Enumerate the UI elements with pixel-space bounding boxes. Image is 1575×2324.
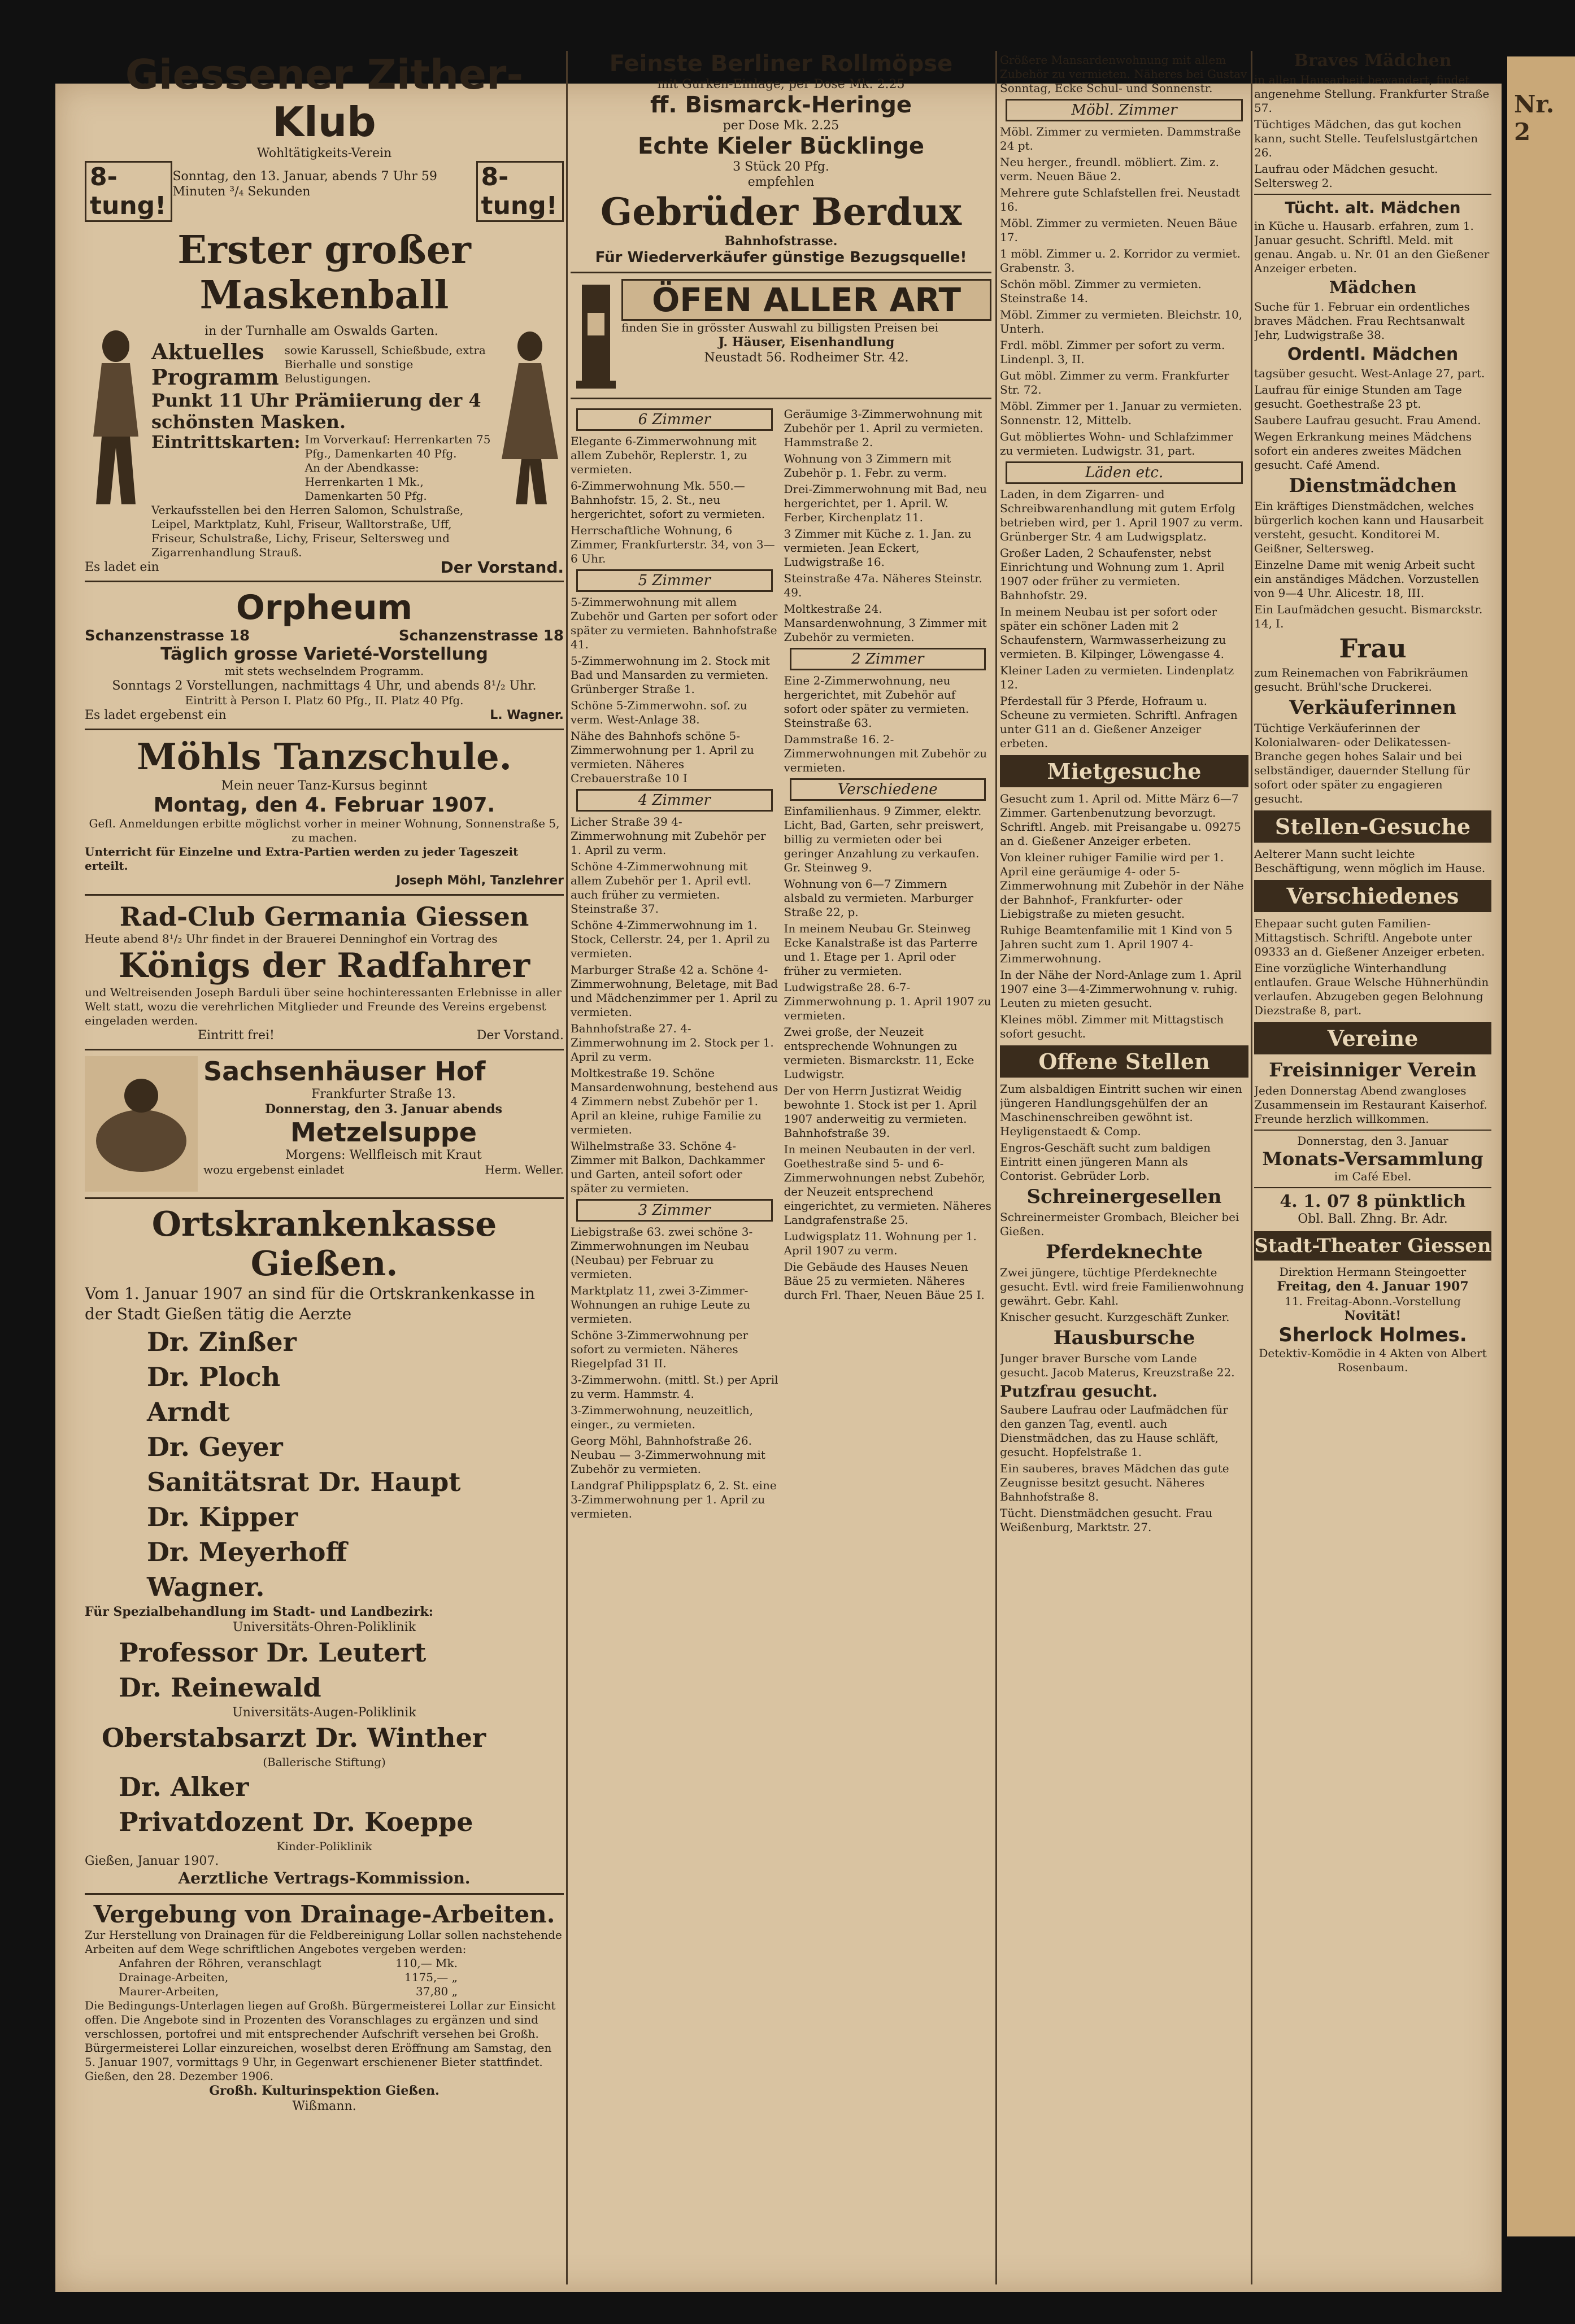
classified-ad: Dammstraße 16. 2-Zimmerwohnungen mit Zubehör zu vermieten. [784,732,987,774]
classified-ad: Jeden Donnerstag Abend zwangloses Zusammensein im Restaurant Kaiserhof. Freunde herzlich willkommen. [1254,1084,1487,1126]
classified-ad: Zum alsbaldigen Eintritt suchen wir einen jüngeren Handlungsgehülfen der an Maschinenschreiben gewöhnt ist. Heyligenstaedt & Comp. [1000,1082,1242,1138]
section-header-5-zimmer: 5 Zimmer [576,569,773,592]
orpheum-signed: L. Wagner. [490,708,564,722]
berdux-street: Bahnhofstrasse. [724,234,838,248]
classified-ad: Laufrau für einige Stunden am Tage gesucht. Goethestraße 23 pt. [1254,383,1462,411]
theater-director: Direktion Hermann Steingoetter [1279,1265,1467,1279]
classified-ad: Kleines möbl. Zimmer mit Mittagstisch sofort gesucht. [1000,1013,1224,1040]
moehl-date: Montag, den 4. Februar 1907. [153,793,495,817]
sachsen-ad [85,1056,564,1192]
orpheum-addr-left: Schanzenstrasse 18 [85,627,250,644]
classified-ad: Kleiner Laden zu vermieten. Lindenplatz 12. [1000,664,1234,691]
classified-ad: Geräumige 3-Zimmerwohnung mit Zubehör per 1. April zu vermieten. Hammstraße 2. [784,407,984,449]
orts-intro: Vom 1. Januar 1907 an sind für die Ortskrankenkasse in der Stadt Gießen tätig die Aerzte [85,1284,536,1323]
drainage-item: Anfahren der Röhren, veranschlagt 110,— Mk. [119,1956,458,1970]
orpheum-invite: Es ladet ergebenst ein [85,708,227,722]
classified-ad: Möbl. Zimmer per 1. Januar zu vermieten. Sonnenstr. 12, Mittelb. [1000,399,1242,427]
doctor-alker: Dr. Alker [119,1772,249,1802]
sachsen-title: Sachsenhäuser Hof [203,1056,486,1087]
classified-ad: Moltkestraße 24. Mansardenwohnung, 3 Zimmer mit Zubehör zu vermieten. [784,602,987,644]
doctor-name: Dr. Ploch [147,1362,281,1392]
berdux-ad [571,51,991,266]
sachsen-line2: Morgens: Wellfleisch mit Kraut [285,1148,482,1162]
classified-ad: Einzelne Dame mit wenig Arbeit sucht ein anständiges Mädchen. Vorzustellen von 9—4 Uhr. Alicestr. 18, III. [1254,558,1479,600]
frau-heading: Frau [1339,633,1407,664]
classified-ad: Größere Mansardenwohnung mit allem Zubehör zu vermieten. Näheres bei Gustav Sonntag, Ecke Schul- und Sonnenstr. [1000,53,1247,95]
ofen-ad [571,279,991,392]
theater-title: Stadt-Theater Giessen [1254,1231,1491,1261]
section-header-offene-stellen: Offene Stellen [1000,1045,1248,1078]
dancing-woman-icon [496,324,564,510]
doctor-name: Dr. Zinßer [147,1327,297,1357]
moehl-title: Möhls Tanzschule. [137,736,512,778]
classified-ad: Der von Herrn Justizrat Weidig bewohnte 1. Stock ist per 1. April 1907 anderweitig zu vermieten. Bahnhofstraße 39. [784,1084,977,1140]
doctor-list [85,1324,564,1604]
rollmops-line7: empfehlen [747,175,815,189]
classified-ad: Licher Straße 39 4-Zimmerwohnung mit Zubehör per 1. April zu verm. [571,815,766,857]
doctor-name: Dr. Kipper [147,1502,298,1532]
radclub-ad [85,901,564,1043]
harlequin-figure-icon [85,324,147,510]
schreiner-heading: Schreinergesellen [1026,1185,1222,1208]
zither-ad [85,51,564,575]
column-2 [571,51,991,2284]
doctor-reinewald: Dr. Reinewald [119,1672,321,1703]
classified-ad: Gut möbliertes Wohn- und Schlafzimmer zu vermieten. Ludwigstr. 31, part. [1000,430,1233,457]
classified-ad: Die Gebäude des Hauses Neuen Bäue 25 zu vermieten. Näheres durch Frl. Thaer, Neuen Bäue 25 I. [784,1260,985,1302]
rollmops-line3: ff. Bismarck-Heringe [650,92,912,118]
zither-sellers: Verkaufsstellen bei den Herren Salomon, Schulstraße, Leipel, Marktplatz, Kuhl, Friseur, Walltorstraße, Uff, Friseur, Schulstraße, Lichy, Friseur, Seltersweg und Zigarrenhandlung Strauß. [151,503,464,559]
classified-ad: Großer Laden, 2 Schaufenster, nebst Einrichtung und Wohnung zum 1. April 1907 oder früher zu vermieten. Bahnhofstr. 29. [1000,546,1225,602]
column-3 [1000,51,1248,2284]
rollmops-line5: Echte Kieler Bücklinge [638,133,924,159]
theater-date: Freitag, den 4. Januar 1907 [1277,1279,1469,1294]
theater-novitaet: Novität! [1344,1309,1402,1323]
radclub-king: Königs der Radfahrer [118,946,530,986]
section-header-moebl-zimmer: Möbl. Zimmer [1006,99,1243,121]
classified-ad: Laufrau oder Mädchen gesucht. Seltersweg 2. [1254,162,1438,190]
classified-ad: Saubere Laufrau gesucht. Frau Amend. [1254,413,1481,427]
monat-place: im Café Ebel. [1334,1170,1412,1183]
classified-ad: Tücht. Dienstmädchen gesucht. Frau Weißenburg, Marktstr. 27. [1000,1506,1213,1534]
orpheum-title: Orpheum [236,588,413,627]
section-header-4-zimmer: 4 Zimmer [576,789,773,812]
theater-play-title: Sherlock Holmes. [1278,1324,1467,1346]
orpheum-line3: Sonntags 2 Vorstellungen, nachmittags 4 Uhr, und abends 8¹/₂ Uhr. [112,679,537,693]
classified-ad: Suche für 1. Februar ein ordentliches braves Mädchen. Frau Rechtsanwalt Jehr, Ludwigstraße 38. [1254,300,1470,342]
classified-ad: Saubere Laufrau oder Laufmädchen für den ganzen Tag, eventl. auch Dienstmädchen, das zu Hause schläft, gesucht. Hopfelstraße 1. [1000,1403,1228,1459]
classified-ad: Landgraf Philippsplatz 6, 2. St. eine 3-Zimmerwohnung per 1. April zu vermieten. [571,1479,777,1520]
classified-ad: Möbl. Zimmer zu vermieten. Bleichstr. 10, Unterh. [1000,308,1243,335]
sachsen-addr: Frankfurter Straße 13. [311,1087,456,1101]
classified-ad: in Küche u. Hausarb. erfahren, zum 1. Januar gesucht. Schriftl. Meld. mit genau. Angab. u. Nr. 01 an den Gießener Anzeiger erbeten. [1254,219,1490,275]
sachsen-line1: Donnerstag, den 3. Januar abends [264,1102,503,1117]
classified-ad: Bahnhofstraße 27. 4-Zimmerwohnung im 2. Stock per 1. April zu verm. [571,1022,774,1063]
adjacent-page-edge [1507,56,1575,2236]
rollmops-line6: 3 Stück 20 Pfg. [733,160,829,174]
classified-ad: Ludwigstraße 28. 6-7-Zimmerwohnung p. 1. April 1907 zu vermieten. [784,980,991,1022]
classified-ad: Möbl. Zimmer zu vermieten. Dammstraße 24 pt. [1000,125,1241,152]
radclub-line1: Heute abend 8¹/₂ Uhr findet in der Brauerei Denninghof ein Vortrag des [85,932,498,945]
classified-ad: Eine 2-Zimmerwohnung, neu hergerichtet, mit Zubehör auf sofort oder später zu vermieten. Steinstraße 63. [784,674,969,730]
orts-title: Ortskrankenkasse Gießen. [151,1205,497,1284]
classified-ad: Zwei große, der Neuzeit entsprechende Wohnungen zu vermieten. Bismarckstr. 11, Ecke Ludwigstr. [784,1025,974,1081]
classified-ad: Ehepaar sucht guten Familien-Mittagstisch. Schriftl. Angebote unter 09333 an d. Gießener Anzeiger erbeten. [1254,917,1485,958]
drainage-text2: Die Bedingungs-Unterlagen liegen auf Großh. Bürgermeisterei Lollar zur Einsicht offen. Die Angebote sind in Prozenten des Voranschlages zu ergänzen und sind verschlossen, portofrei und mit entsprechender Aufschrift versehen bei Großh. Bürgermeisterei Lollar einzureichen, woselbst deren Eröffnung am Samstag, den 5. Januar 1907, vormittags 9 Uhr, in Gegenwart erschienener Bieter stattfindet. [85,1999,556,2069]
classified-ad: 6-Zimmerwohnung Mk. 550.— Bahnhofstr. 15, 2. St., neu hergerichtet, sofort zu vermieten. [571,479,765,521]
doctor-winther: Oberstabsarzt Dr. Winther [102,1723,486,1753]
rollmops-line2: mit Gurken-Einlage, per Dose Mk. 2.25 [657,77,905,91]
rooms-column-a [571,405,778,1523]
classified-ad: Frdl. möbl. Zimmer per sofort zu verm. Lindenpl. 3, II. [1000,338,1225,366]
bund-line2: Obl. Ball. Zhng. Br. Adr. [1298,1212,1448,1226]
zither-title: Giessener Zither-Klub [125,51,524,146]
tickets-presale: Im Vorverkauf: Herrenkarten 75 Pfg., Damenkarten 40 Pfg. [304,433,491,460]
doctor-prof-leutert: Professor Dr. Leutert [119,1637,427,1668]
radclub-signed: Der Vorstand. [476,1028,564,1043]
classified-ad: tagsüber gesucht. West-Anlage 27, part. [1254,367,1485,380]
drainage-item: Maurer-Arbeiten, 37,80 „ [119,1985,458,1998]
classified-ad: Engros-Geschäft sucht zum baldigen Eintritt einen jüngeren Mann als Contorist. Gebrüder Lorb. [1000,1141,1211,1183]
classified-ad: Schreinermeister Grombach, Bleicher bei Gießen. [1000,1210,1239,1238]
mad2-heading: Mädchen [1329,278,1417,298]
moehl-signed: Joseph Möhl, Tanzlehrer [396,874,564,888]
drainage-date: Gießen, den 28. Dezember 1906. [85,2069,274,2083]
orts-clinic2: Universitäts-Augen-Poliklinik [232,1706,416,1720]
classified-ad: Nähe des Bahnhofs schöne 5-Zimmerwohnung per 1. April zu vermieten. Näheres Crebauerstraße 10 I [571,729,754,785]
drainage-item: Drainage-Arbeiten, 1175,— „ [119,1970,458,1984]
classified-ad: Ruhige Beamtenfamilie mit 1 Kind von 5 Jahren sucht zum 1. April 1907 4-Zimmerwohnung. [1000,923,1233,965]
zither-signed: Der Vorstand. [440,558,564,577]
classified-ad: 3-Zimmerwohn. (mittl. St.) per April zu verm. Hammstr. 4. [571,1373,778,1401]
moehl-line2: Gefl. Anmeldungen erbitte möglichst vorher in meiner Wohnung, Sonnenstraße 5, zu machen. [89,817,560,844]
sachsen-line3: wozu ergebenst einladet [203,1163,345,1176]
sachsen-soup: Metzelsuppe [290,1117,477,1148]
zither-program: Aktuelles Programm [151,339,279,390]
monat-date: Donnerstag, den 3. Januar [1297,1134,1448,1148]
classified-ad: Wegen Erkrankung meines Mädchens sofort ein anderes zweites Mädchen gesucht. Café Amend. [1254,430,1472,472]
classified-ad: 5-Zimmerwohnung mit allem Zubehör und Garten per sofort oder später zu vermieten. Bahnhofstraße 41. [571,595,778,651]
radclub-free: Eintritt frei! [198,1028,275,1043]
pig-illustration-icon [85,1056,198,1192]
section-header-verschiedenes: Verschiedenes [1254,880,1491,912]
classified-ad: Ludwigsplatz 11. Wohnung per 1. April 1907 zu verm. [784,1229,977,1257]
classified-ad: Schöne 3-Zimmerwohnung per sofort zu vermieten. Näheres Riegelpfad 31 II. [571,1328,749,1370]
zither-award: Punkt 11 Uhr Prämiierung der 4 schönsten Masken. [151,390,481,433]
orpheum-line1: Täglich grosse Varieté-Vorstellung [160,644,488,664]
rollmops-line1: Feinste Berliner Rollmöpse [609,51,953,77]
classified-ad: Möbl. Zimmer zu vermieten. Neuen Bäue 17. [1000,216,1238,244]
ofen-firm: J. Häuser, Eisenhandlung [718,335,895,350]
classified-ad: Liebigstraße 63. zwei schöne 3-Zimmerwohnungen im Neubau (Neubau) per Februar zu vermieten. [571,1225,753,1281]
tickets-label: Eintrittskarten: [151,433,301,452]
column-1 [85,51,564,2284]
achtung-right: 8-tung! [476,161,564,222]
classified-ad: In meinem Neubau ist per sofort oder später ein schöner Laden mit 2 Schaufenstern, Warmwasserheizung zu vermieten. B. Kilpinger, Löwengasse 4. [1000,605,1226,661]
zither-subtitle: Wohltätigkeits-Verein [256,146,392,160]
drainage-text: Zur Herstellung von Drainagen für die Feldbereinigung Lollar sollen nachstehende Arbeiten auf dem Wege schriftlichen Angebotes vergeben werden: [85,1928,562,1956]
sachsen-signed: Herm. Weller. [485,1163,564,1176]
classified-ad: Drei-Zimmerwohnung mit Bad, neu hergerichtet, per 1. April. W. Ferber, Kirchenplatz 11. [784,482,987,524]
classified-ad: Knischer gesucht. Kurzgeschäft Zunker. [1000,1310,1230,1324]
classified-ad: Steinstraße 47a. Näheres Steinstr. 49. [784,572,982,599]
section-header-6-zimmer: 6 Zimmer [576,408,773,431]
section-header-3-zimmer: 3 Zimmer [576,1199,773,1222]
hausbursche-heading: Hausbursche [1053,1327,1195,1349]
theater-line: 11. Freitag-Abonn.-Vorstellung [1285,1294,1461,1308]
classified-ad: 5-Zimmerwohnung im 2. Stock mit Bad und Mansarden zu vermieten. Grünberger Straße 1. [571,654,770,696]
classified-ad: In meinen Neubauten in der verl. Goethestraße sind 5- und 6-Zimmerwohnungen nebst Zubehör, der Neuzeit entsprechend eingerichtet, zu vermieten. Näheres Landgrafenstraße 25. [784,1143,991,1227]
orts-ad [85,1205,564,1887]
column-divider [1251,51,1252,2284]
zither-invite: Es ladet ein [85,560,159,574]
classified-ad: Ein sauberes, braves Mädchen das gute Zeugnisse besitzt gesucht. Näheres Bahnhofstraße 8. [1000,1462,1229,1503]
classified-ad: Tüchtiges Mädchen, das gut kochen kann, sucht Stelle. Teufelslustgärtchen 26. [1254,117,1478,159]
doctor-name: Dr. Meyerhoff [147,1537,347,1567]
column-divider [566,51,568,2284]
orts-clinic1: Universitäts-Ohren-Poliklinik [232,1620,416,1634]
classified-ad: Aelterer Mann sucht leichte Beschäftigung, wenn möglich im Hause. [1254,847,1486,875]
classified-ad: 3-Zimmerwohnung, neuzeitlich, einger., zu vermieten. [571,1403,753,1431]
drainage-ad [85,1900,564,2114]
classified-ad: Schöne 5-Zimmerwohn. sof. zu verm. West-Anlage 38. [571,699,747,726]
ofen-line1: finden Sie in grösster Auswahl zu billigsten Preisen bei [621,321,938,334]
classified-ad: Wohnung von 3 Zimmern mit Zubehör p. 1. Febr. zu verm. [784,452,951,479]
classified-ad: In der Nähe der Nord-Anlage zum 1. April 1907 eine 3—4-Zimmerwohnung v. ruhig. Leuten zu mieten gesucht. [1000,968,1242,1010]
zither-program-note: sowie Karussell, Schießbude, extra Bierhalle und sonstige Belustigungen. [284,343,486,385]
ofen-title: ÖFEN ALLER ART [621,279,991,321]
verk-heading: Verkäuferinnen [1289,696,1456,719]
rollmops-line4: per Dose Mk. 2.25 [723,119,839,133]
classified-ad: 3 Zimmer mit Küche z. 1. Jan. zu vermieten. Jean Eckert, Ludwigstraße 16. [784,527,972,569]
orpheum-addr-right: Schanzenstrasse 18 [398,627,564,644]
radclub-title: Rad-Club Germania Giessen [119,901,529,932]
radclub-line2: und Weltreisenden Joseph Barduli über seine hochinteressanten Erlebnisse in aller Welt statt, wozu die verehrlichen Mitglieder und Freunde des Vereins ergebenst eingeladen werden. [85,986,562,1027]
putzfrau-heading: Putzfrau gesucht. [1000,1382,1158,1401]
orts-stiftung: (Ballerische Stiftung) [263,1755,386,1769]
tickets-boxoffice: An der Abendkasse: Herrenkarten 1 Mk., Damenkarten 50 Pfg. [304,461,427,503]
orts-date: Gießen, Januar 1907. [85,1854,219,1868]
dienst1-heading: Tücht. alt. Mädchen [1285,198,1461,217]
classified-ad: Gut möbl. Zimmer zu verm. Frankfurter Str. 72. [1000,369,1229,396]
classified-ad: Marktplatz 11, zwei 3-Zimmer-Wohnungen an ruhige Leute zu vermieten. [571,1284,751,1325]
section-header-verschiedene: Verschiedene [790,778,986,801]
rooms-column-b [784,405,992,1523]
classified-ad: Junger braver Bursche vom Lande gesucht. Jacob Materus, Kreuzstraße 22. [1000,1351,1235,1379]
classified-ad: Schöne 4-Zimmerwohnung mit allem Zubehör per 1. April evtl. auch früher zu vermieten. Steinstraße 37. [571,860,752,915]
pferde-heading: Pferdeknechte [1046,1241,1203,1263]
orts-clinic3: Kinder-Poliklinik [276,1839,372,1853]
brav-heading: Braves Mädchen [1294,51,1452,71]
classified-ad: Schöne 4-Zimmerwohnung im 1. Stock, Cellerstr. 24, per 1. April zu vermieten. [571,918,771,960]
orpheum-line2: mit stets wechselndem Programm. [224,664,424,678]
doctor-name: Sanitätsrat Dr. Haupt [147,1467,461,1497]
section-header-mietgesuche: Mietgesuche [1000,755,1248,787]
column-4 [1254,51,1491,2284]
orts-signed: Aerztliche Vertrags-Kommission. [178,1869,471,1887]
doctor-name: Dr. Geyer [147,1432,283,1462]
classified-ad: Moltkestraße 19. Schöne Mansardenwohnung, bestehend aus 4 Zimmern nebst Zubehör per 1. April an kleine, ruhige Familie zu vermieten. [571,1066,778,1136]
orts-special: Für Spezialbehandlung im Stadt- und Landbezirk: [85,1604,433,1619]
classified-ad: Ein Laufmädchen gesucht. Bismarckstr. 14, I. [1254,603,1483,630]
classified-ad: Elegante 6-Zimmerwohnung mit allem Zubehör, Replerstr. 1, zu vermieten. [571,434,757,476]
section-header-vereine: Vereine [1254,1022,1491,1054]
classified-ad: Wilhelmstraße 33. Schöne 4-Zimmer mit Balkon, Dachkammer und Garten, anteil sofort oder später zu vermieten. [571,1139,765,1195]
doctor-name: Arndt [147,1397,230,1427]
classified-ad: Schön möbl. Zimmer zu vermieten. Steinstraße 14. [1000,277,1202,305]
zither-date: Sonntag, den 13. Januar, abends 7 Uhr 59 Minuten ³/₄ Sekunden [172,169,437,199]
classified-ad: Ein kräftiges Dienstmädchen, welches bürgerlich kochen kann und Hausarbeit versteht, gesucht. Konditorei M. Geißner, Seltersweg. [1254,499,1484,555]
doctor-koeppe: Privatdozent Dr. Koeppe [119,1807,473,1837]
classified-ad: zum Reinemachen von Fabrikräumen gesucht. Brühl'sche Druckerei. [1254,666,1468,694]
stove-icon [571,279,621,392]
orpheum-line4: Eintritt à Person I. Platz 60 Pfg., II. Platz 40 Pfg. [185,694,464,707]
classified-ad: Eine vorzügliche Winterhandlung entlaufen. Graue Welsche Hühnerhündin verlaufen. Abzugeben gegen Belohnung Diezstraße 8, part. [1254,961,1489,1017]
classified-ad: Wohnung von 6—7 Zimmern alsbald zu vermieten. Marburger Straße 22, p. [784,877,973,919]
adjacent-page-number: Nr. 2 [1514,90,1555,146]
doctor-name: Wagner. [147,1572,265,1602]
classified-ad: Pferdestall für 3 Pferde, Hofraum u. Scheune zu vermieten. Schriftl. Anfragen unter G11 an d. Gießener Anzeiger erbeten. [1000,694,1238,750]
ofen-addr: Neustadt 56. Rodheimer Str. 42. [704,351,909,365]
classified-ad: 1 möbl. Zimmer u. 2. Korridor zu vermiet. Grabenstr. 3. [1000,247,1241,274]
moehl-line3: Unterricht für Einzelne und Extra-Partien werden zu jeder Tageszeit erteilt. [85,845,519,873]
monat-heading: Monats-Versammlung [1262,1148,1483,1170]
berdux-slogan: Für Wiederverkäufer günstige Bezugsquelle! [595,249,967,266]
classified-ad: Marburger Straße 42 a. Schöne 4-Zimmerwohnung, Beletage, mit Bad und Mädchenzimmer per 1. April zu vermieten. [571,963,778,1019]
classified-ad: Herrschaftliche Wohnung, 6 Zimmer, Frankfurterstr. 34, von 3—6 Uhr. [571,524,775,565]
theater-play-subtitle: Detektiv-Komödie in 4 Akten von Albert Rosenbaum. [1259,1346,1487,1374]
classified-ad: Gesucht zum 1. April od. Mitte März 6—7 Zimmer. Gartenbenutzung bevorzugt. Schriftl. Angeb. mit Preisangabe u. 09275 an d. Gießener Anzeiger erbeten. [1000,792,1241,848]
drainage-signed: Großh. Kulturinspektion Gießen. [209,2083,440,2098]
section-header-stellen-gesuche: Stellen-Gesuche [1254,810,1491,843]
classified-ad: Mehrere gute Schlafstellen frei. Neustadt 16. [1000,186,1240,213]
classified-ad: Georg Möhl, Bahnhofstraße 26. Neubau — 3-Zimmerwohnung mit Zubehör zu vermieten. [571,1434,765,1476]
classified-ad: In meinem Neubau Gr. Steinweg Ecke Kanalstraße ist das Parterre und 1. Etage per 1. April oder früher zu vermieten. [784,922,978,978]
berdux-firm: Gebrüder Berdux [600,190,962,234]
section-header-laden: Läden etc. [1006,461,1243,484]
classified-ad: Neu herger., freundl. möbliert. Zim. z. verm. Neuen Bäue 2. [1000,155,1220,183]
orpheum-ad [85,588,564,723]
moehl-ad [85,736,564,888]
ordent-heading: Ordentl. Mädchen [1287,345,1459,364]
classified-ad: in allen Hausarbeit bewandert, findet angenehme Stellung. Frankfurter Straße 57. [1254,73,1490,115]
drainage-name: Wißmann. [292,2099,356,2113]
achtung-left: 8-tung! [85,161,172,222]
zither-event: Erster großer Maskenball [177,228,471,318]
dienstm-heading: Dienstmädchen [1289,474,1457,497]
classified-ad: Laden, in dem Zigarren- und Schreibwarenhandlung mit gutem Erfolg betrieben wird, per 1. April 1907 zu verm. Grünberger Str. 4 am Ludwigsplatz. [1000,487,1243,543]
section-header-2-zimmer: 2 Zimmer [790,648,986,670]
classified-ad: Tüchtige Verkäuferinnen der Kolonialwaren- oder Delikatessen-Branche gegen hohes Salair und bei selbständiger, dauernder Stellung für sofort oder später zu engagieren gesucht. [1254,721,1470,805]
bund-line: 4. 1. 07 8 pünktlich [1280,1192,1466,1211]
classified-ad: Zwei jüngere, tüchtige Pferdeknechte gesucht. Evtl. wird freie Familienwohnung gewährt. Gebr. Kahl. [1000,1266,1245,1307]
drainage-title: Vergebung von Drainage-Arbeiten. [93,1900,555,1928]
freis-heading: Freisinniger Verein [1269,1059,1477,1082]
moehl-line1: Mein neuer Tanz-Kursus beginnt [221,779,428,793]
classified-ad: Einfamilienhaus. 9 Zimmer, elektr. Licht, Bad, Garten, sehr preiswert, billig zu vermieten oder bei geringer Anzahlung zu verkaufen. Gr. Steinweg 9. [784,804,984,874]
zither-venue: in der Turnhalle am Oswalds Garten. [205,324,438,338]
classified-ad: Von kleiner ruhiger Familie wird per 1. April eine geräumige 4- oder 5-Zimmerwohnung mit Zubehör in der Nähe der Bahnhof-, Frankfurter- oder Liebigstraße zu mieten gesucht. [1000,851,1244,921]
column-divider [995,51,997,2284]
